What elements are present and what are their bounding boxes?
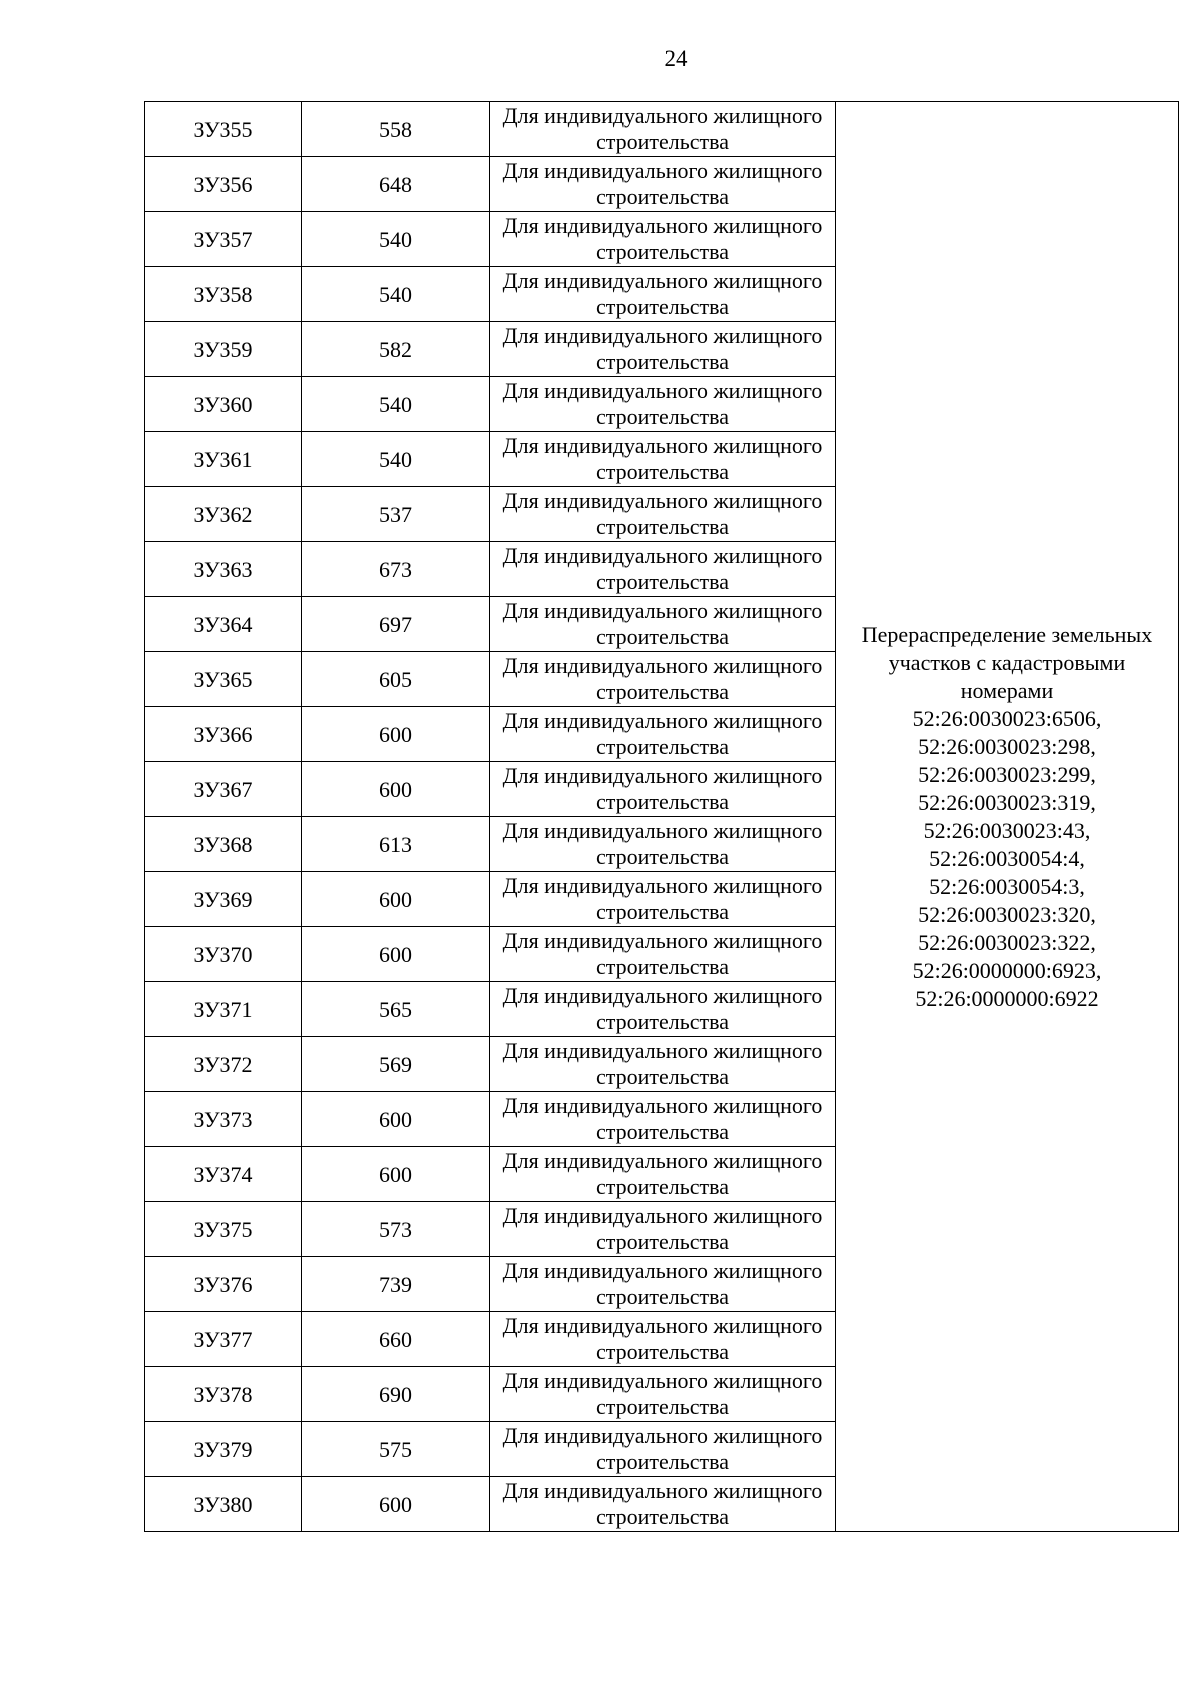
plot-area-cell: 540: [302, 267, 490, 322]
plot-use-cell: Для индивидуального жилищного строительства: [490, 157, 836, 212]
land-plots-table-body: [145, 102, 1179, 1532]
plot-area-cell: 660: [302, 1312, 490, 1367]
plot-use-cell: Для индивидуального жилищного строительства: [490, 1477, 836, 1532]
land-plots-table: [144, 101, 1179, 1532]
plot-id-cell: ЗУ379: [145, 1422, 302, 1477]
plot-id-cell: ЗУ368: [145, 817, 302, 872]
cadastral-number: 52:26:0030023:322,: [918, 929, 1096, 955]
plot-area-cell: 573: [302, 1202, 490, 1257]
plot-area-cell: 600: [302, 762, 490, 817]
plot-area-cell: 575: [302, 1422, 490, 1477]
plot-use-cell: Для индивидуального жилищного строительства: [490, 1257, 836, 1312]
plot-id-cell: ЗУ362: [145, 487, 302, 542]
plot-use-cell: Для индивидуального жилищного строительства: [490, 1147, 836, 1202]
cadastral-number: 52:26:0030023:43,: [923, 817, 1091, 843]
plot-area-cell: 600: [302, 872, 490, 927]
plot-id-cell: ЗУ376: [145, 1257, 302, 1312]
plot-area-cell: 582: [302, 322, 490, 377]
plot-area-cell: 697: [302, 597, 490, 652]
plot-id-cell: ЗУ364: [145, 597, 302, 652]
plot-area-cell: 739: [302, 1257, 490, 1312]
plot-area-cell: 600: [302, 1477, 490, 1532]
plot-area-cell: 673: [302, 542, 490, 597]
plot-area-cell: 605: [302, 652, 490, 707]
plot-use-cell: Для индивидуального жилищного строительства: [490, 377, 836, 432]
plot-use-cell: Для индивидуального жилищного строительства: [490, 927, 836, 982]
plot-id-cell: ЗУ361: [145, 432, 302, 487]
plot-area-cell: 613: [302, 817, 490, 872]
plot-id-cell: ЗУ365: [145, 652, 302, 707]
plot-id-cell: ЗУ378: [145, 1367, 302, 1422]
plot-use-cell: Для индивидуального жилищного строительства: [490, 762, 836, 817]
plot-id-cell: ЗУ360: [145, 377, 302, 432]
cadastral-number: 52:26:0000000:6922: [915, 985, 1099, 1011]
plot-id-cell: ЗУ357: [145, 212, 302, 267]
cadastral-number: 52:26:0030023:6506,: [912, 705, 1102, 731]
plot-id-cell: ЗУ370: [145, 927, 302, 982]
plot-id-cell: ЗУ355: [145, 102, 302, 157]
plot-id-cell: ЗУ366: [145, 707, 302, 762]
cadastral-number: 52:26:0030023:320,: [918, 901, 1096, 927]
plot-id-cell: ЗУ359: [145, 322, 302, 377]
cadastral-number: 52:26:0030023:299,: [918, 761, 1096, 787]
plot-use-cell: Для индивидуального жилищного строительства: [490, 1422, 836, 1477]
plot-use-cell: Для индивидуального жилищного строительства: [490, 432, 836, 487]
formation-basis-text: Перераспределение земельных участков с кадастровыми номерами: [861, 621, 1153, 703]
cadastral-number: 52:26:0030023:298,: [918, 733, 1096, 759]
plot-area-cell: 540: [302, 377, 490, 432]
plot-id-cell: ЗУ369: [145, 872, 302, 927]
cadastral-number: 52:26:0030054:3,: [929, 873, 1085, 899]
plot-area-cell: 648: [302, 157, 490, 212]
plot-area-cell: 540: [302, 212, 490, 267]
formation-basis-cell: [836, 102, 1179, 1532]
plot-id-cell: ЗУ356: [145, 157, 302, 212]
plot-use-cell: Для индивидуального жилищного строительства: [490, 597, 836, 652]
plot-use-cell: Для индивидуального жилищного строительства: [490, 1037, 836, 1092]
plot-id-cell: ЗУ358: [145, 267, 302, 322]
plot-area-cell: 558: [302, 102, 490, 157]
plot-use-cell: Для индивидуального жилищного строительства: [490, 872, 836, 927]
plot-use-cell: Для индивидуального жилищного строительства: [490, 1092, 836, 1147]
plot-id-cell: ЗУ377: [145, 1312, 302, 1367]
plot-use-cell: Для индивидуального жилищного строительства: [490, 982, 836, 1037]
plot-use-cell: Для индивидуального жилищного строительства: [490, 102, 836, 157]
cadastral-number-list: [842, 705, 1172, 1013]
plot-use-cell: Для индивидуального жилищного строительства: [490, 267, 836, 322]
plot-area-cell: 600: [302, 927, 490, 982]
plot-area-cell: 600: [302, 707, 490, 762]
plot-use-cell: Для индивидуального жилищного строительства: [490, 542, 836, 597]
plot-id-cell: ЗУ374: [145, 1147, 302, 1202]
table-row: [145, 102, 1179, 157]
plot-area-cell: 690: [302, 1367, 490, 1422]
plot-use-cell: Для индивидуального жилищного строительства: [490, 212, 836, 267]
plot-id-cell: ЗУ372: [145, 1037, 302, 1092]
plot-use-cell: Для индивидуального жилищного строительства: [490, 322, 836, 377]
plot-use-cell: Для индивидуального жилищного строительства: [490, 1202, 836, 1257]
page-number: 24: [664, 46, 688, 71]
plot-id-cell: ЗУ375: [145, 1202, 302, 1257]
cadastral-number: 52:26:0030054:4,: [929, 845, 1085, 871]
plot-area-cell: 537: [302, 487, 490, 542]
plot-id-cell: ЗУ373: [145, 1092, 302, 1147]
plot-area-cell: 540: [302, 432, 490, 487]
plot-id-cell: ЗУ363: [145, 542, 302, 597]
plot-use-cell: Для индивидуального жилищного строительства: [490, 707, 836, 762]
cadastral-number: 52:26:0030023:319,: [918, 789, 1096, 815]
plot-use-cell: Для индивидуального жилищного строительства: [490, 1367, 836, 1422]
plot-use-cell: Для индивидуального жилищного строительства: [490, 652, 836, 707]
plot-use-cell: Для индивидуального жилищного строительства: [490, 1312, 836, 1367]
plot-area-cell: 600: [302, 1147, 490, 1202]
plot-area-cell: 569: [302, 1037, 490, 1092]
plot-use-cell: Для индивидуального жилищного строительства: [490, 487, 836, 542]
cadastral-number: 52:26:0000000:6923,: [912, 957, 1102, 983]
plot-id-cell: ЗУ371: [145, 982, 302, 1037]
plot-id-cell: ЗУ380: [145, 1477, 302, 1532]
plot-area-cell: 600: [302, 1092, 490, 1147]
plot-id-cell: ЗУ367: [145, 762, 302, 817]
plot-use-cell: Для индивидуального жилищного строительства: [490, 817, 836, 872]
plot-area-cell: 565: [302, 982, 490, 1037]
